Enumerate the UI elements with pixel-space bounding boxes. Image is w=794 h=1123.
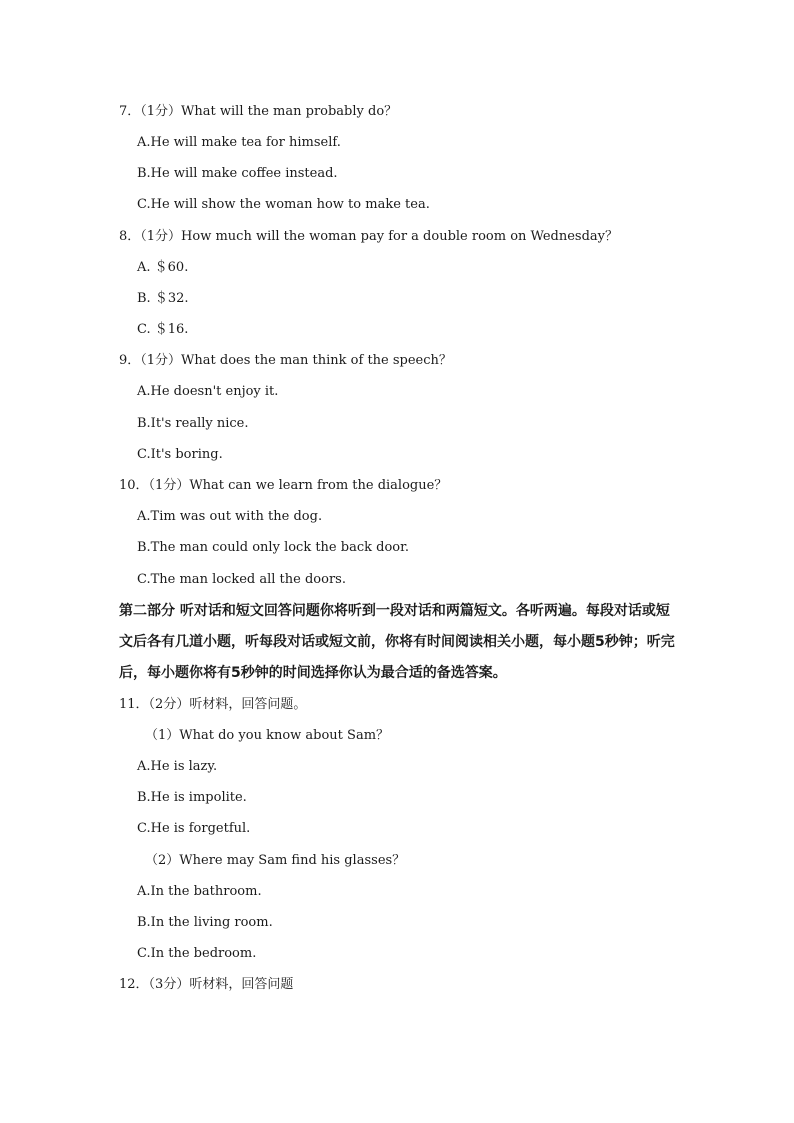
question-9-option-a: A.He doesn't enjoy it. <box>137 384 279 399</box>
question-10-option-c: C.The man locked all the doors. <box>137 572 346 587</box>
question-7-stem: 7．（1分）What will the man probably do？ <box>119 104 398 119</box>
question-11-part-1-stem: （1）What do you know about Sam？ <box>145 728 390 743</box>
question-8-option-a: A. ＄60. <box>137 260 189 275</box>
question-11-part-1-option-a: A.He is lazy. <box>137 759 218 774</box>
question-11-part-2-option-b: B.In the living room. <box>137 915 273 930</box>
question-9-option-b: B.It's really nice. <box>137 416 249 431</box>
question-12-stem: 12．（3分）听材料，回答问题 <box>119 977 294 992</box>
question-7-option-c: C.He will show the woman how to make tea. <box>137 197 430 212</box>
section-two-instructions: 第二部分 听对话和短文回答问题你将听到一段对话和两篇短文。各听两遍。每段对话或短文后各有几道小题，听每段对话或短文前，你将有时间阅读相关小题，每小题5秒钟；听完后，每小题你将有5秒钟的时间选择你认为最合适的备选答案。 <box>119 603 675 681</box>
question-11-stem: 11．（2分）听材料，回答问题。 <box>119 697 307 712</box>
question-10-option-b: B.The man could only lock the back door. <box>137 540 410 555</box>
question-10-stem: 10．（1分）What can we learn from the dialogue？ <box>119 478 448 493</box>
question-8-option-b: B. ＄32. <box>137 291 189 306</box>
question-11-part-1-option-b: B.He is impolite. <box>137 790 247 805</box>
question-7-option-a: A.He will make tea for himself. <box>137 135 341 150</box>
question-8-option-c: C. ＄16. <box>137 322 189 337</box>
question-11-part-1-option-c: C.He is forgetful. <box>137 821 251 836</box>
question-11-part-2-option-a: A.In the bathroom. <box>137 884 262 899</box>
question-11-part-2-option-c: C.In the bedroom. <box>137 946 257 961</box>
question-8-stem: 8．（1分）How much will the woman pay for a double room on Wednesday？ <box>119 229 619 244</box>
question-9-option-c: C.It's boring. <box>137 447 223 462</box>
question-7-option-b: B.He will make coffee instead. <box>137 166 338 181</box>
question-9-stem: 9．（1分）What does the man think of the speech？ <box>119 353 452 368</box>
question-11-part-2-stem: （2）Where may Sam find his glasses？ <box>145 853 406 868</box>
question-10-option-a: A.Tim was out with the dog. <box>137 509 323 524</box>
